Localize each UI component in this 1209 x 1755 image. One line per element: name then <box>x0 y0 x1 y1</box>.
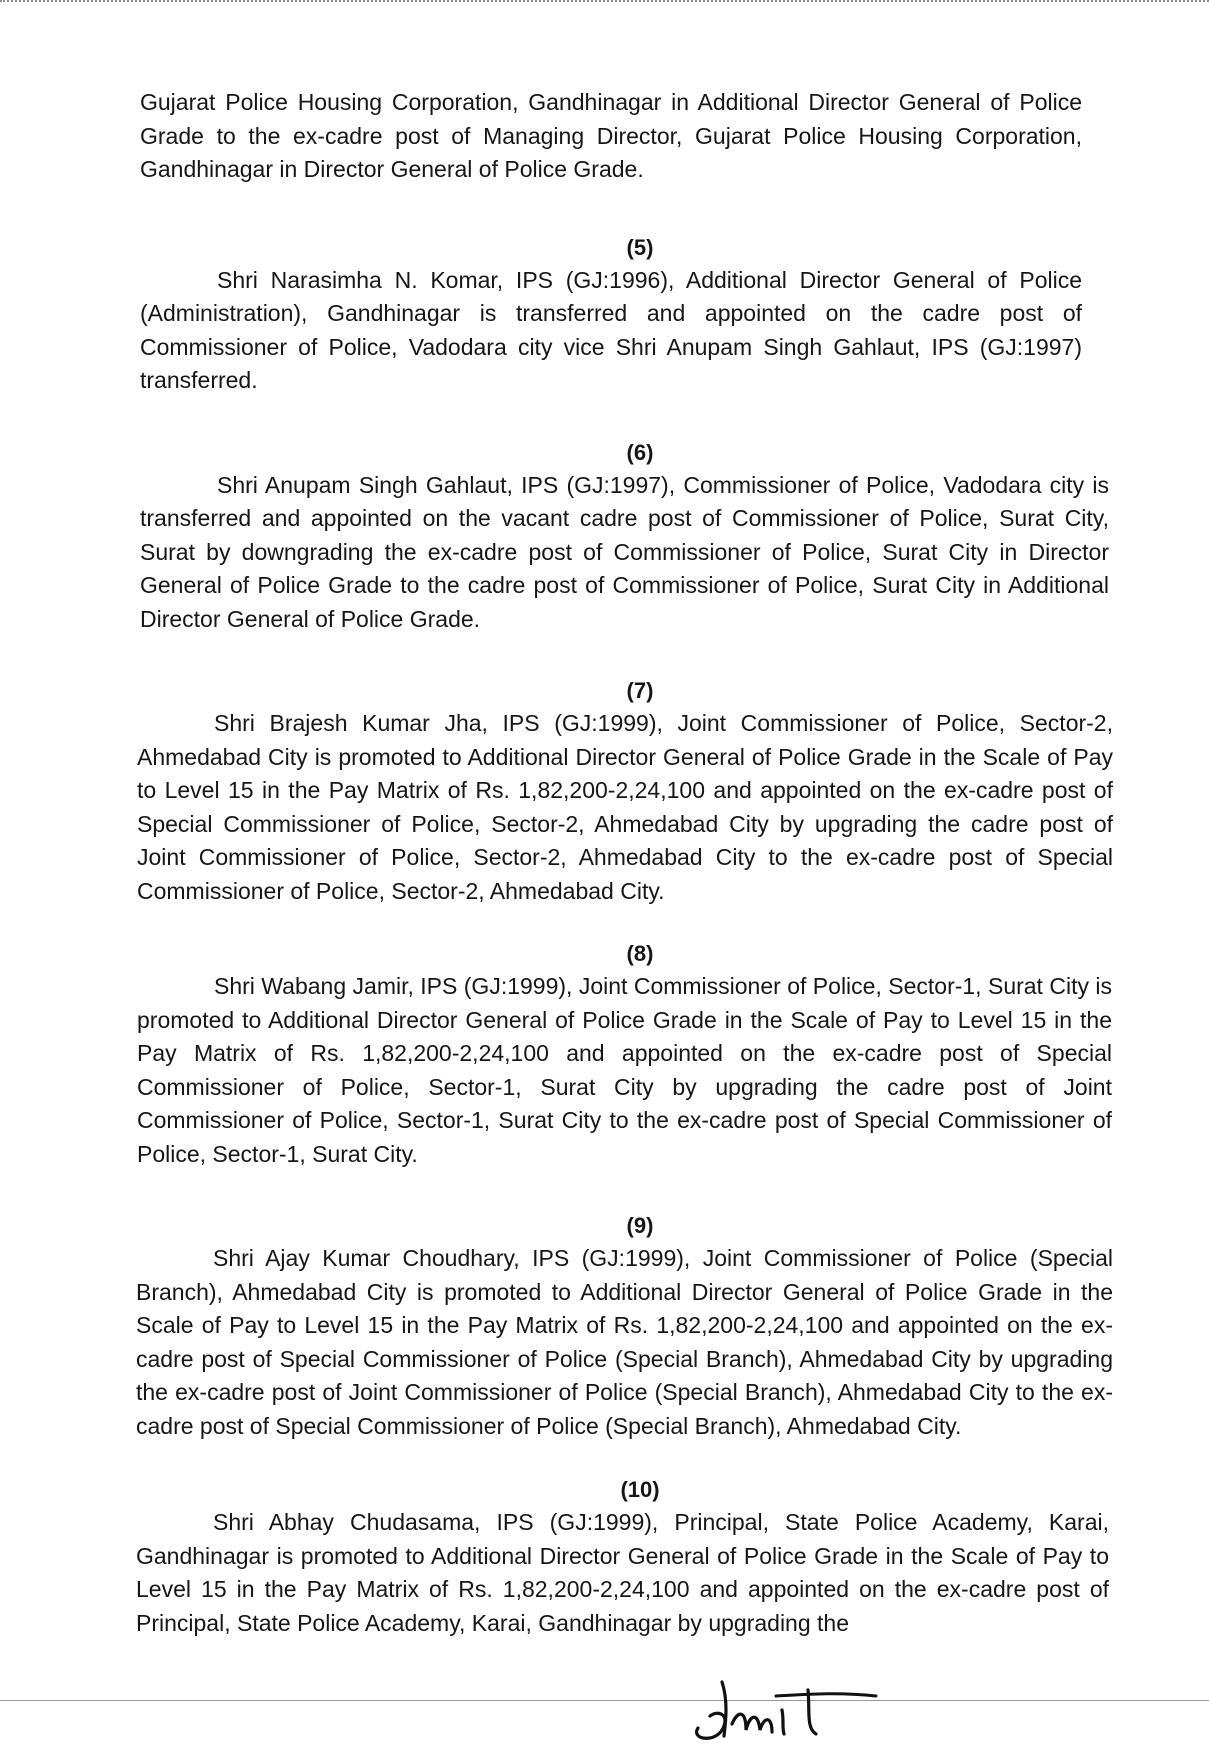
section-8 <box>137 940 1140 1171</box>
section-paragraph: Shri Anupam Singh Gahlaut, IPS (GJ:1997), Commissioner of Police, Vadodara city is transferred and appointed on the vacant cadre post of Commissioner of Police, Surat City, Surat by downgrading the ex-cadre post of Commissioner of Police, Surat City in Director General of Police Grade to the cadre post of Commissioner of Police, Surat City in Additional Director General of Police Grade. <box>140 471 1109 632</box>
section-number: (8) <box>626 941 654 966</box>
footer-rule <box>0 1700 1209 1701</box>
section-paragraph: Shri Wabang Jamir, IPS (GJ:1999), Joint Commissioner of Police, Sector-1, Surat City is promoted to Additional Director General of Police Grade in the Scale of Pay to Level 15 in the Pay Matrix of Rs. 1,82,200-2,24,100 and appointed on the ex-cadre post of Special Commissioner of Police, Sector-1, Surat City by upgrading the cadre post of Joint Commissioner of Police, Sector-1, Surat City to the ex-cadre post of Special Commissioner of Police, Sector-1, Surat City. <box>137 973 1112 1167</box>
signature-drawing <box>680 1670 890 1750</box>
section-9 <box>136 1212 1140 1443</box>
section-number: (10) <box>620 1477 660 1502</box>
document-page <box>136 86 1140 1640</box>
intro-paragraph: Gujarat Police Housing Corporation, Gandhinagar in Additional Director General of Police Grade to the ex-cadre post of Managing Director, Gujarat Police Housing Corporation, Gandhinagar in Director General of Police Grade. <box>140 89 1082 182</box>
section-number: (7) <box>626 678 654 703</box>
section-5 <box>140 234 1140 398</box>
section-paragraph: Shri Ajay Kumar Choudhary, IPS (GJ:1999), Joint Commissioner of Police (Special Branch), Ahmedabad City is promoted to Additional Director General of Police Grade in the Scale of Pay to Level 15 in the Pay Matrix of Rs. 1,82,200-2,24,100 and appointed on the ex-cadre post of Special Commissioner of Police (Special Branch), Ahmedabad City by upgrading the ex-cadre post of Joint Commissioner of Police (Special Branch), Ahmedabad City to the ex-cadre post of Special Commissioner of Police (Special Branch), Ahmedabad City. <box>136 1245 1113 1439</box>
page-top-border <box>0 0 1209 6</box>
section-6 <box>140 439 1140 637</box>
section-7 <box>137 677 1140 908</box>
section-paragraph: Shri Narasimha N. Komar, IPS (GJ:1996), Additional Director General of Police (Administration), Gandhinagar is transferred and appointed on the cadre post of Commissioner of Police, Vadodara city vice Shri Anupam Singh Gahlaut, IPS (GJ:1997) transferred. <box>140 266 1082 393</box>
handwritten-signature <box>680 1670 890 1750</box>
section-10 <box>136 1476 1140 1640</box>
section-paragraph: Shri Abhay Chudasama, IPS (GJ:1999), Principal, State Police Academy, Karai, Gandhinagar is promoted to Additional Director General of Police Grade in the Scale of Pay to Level 15 in the Pay Matrix of Rs. 1,82,200-2,24,100 and appointed on the ex-cadre post of Principal, State Police Academy, Karai, Gandhinagar by upgrading the <box>136 1509 1109 1636</box>
section-paragraph: Shri Brajesh Kumar Jha, IPS (GJ:1999), Joint Commissioner of Police, Sector-2, Ahmedabad City is promoted to Additional Director General of Police Grade in the Scale of Pay to Level 15 in the Pay Matrix of Rs. 1,82,200-2,24,100 and appointed on the ex-cadre post of Special Commissioner of Police, Sector-2, Ahmedabad City by upgrading the cadre post of Joint Commissioner of Police, Sector-2, Ahmedabad City to the ex-cadre post of Special Commissioner of Police, Sector-2, Ahmedabad City. <box>137 710 1113 904</box>
section-number: (5) <box>626 234 654 260</box>
section-number: (6) <box>626 439 654 465</box>
section-number: (9) <box>626 1213 654 1238</box>
